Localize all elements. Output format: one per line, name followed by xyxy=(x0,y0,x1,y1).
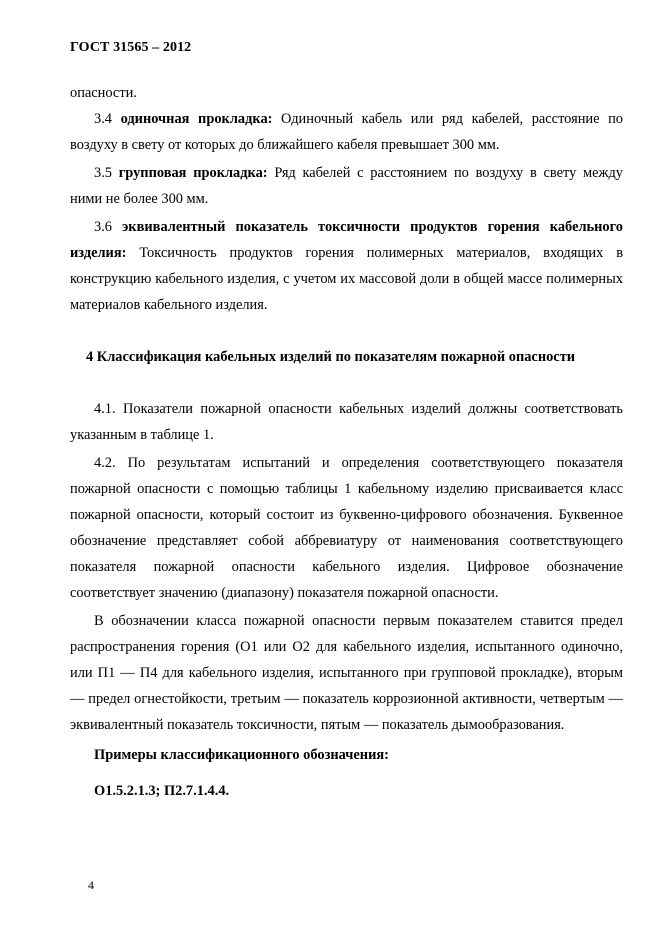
clause-term: эквивалентный показатель токсичности продуктов горения кабельного изделия: xyxy=(70,219,623,261)
clause-term: одиночная прокладка: xyxy=(120,111,273,127)
continuation-text: опасности. xyxy=(70,85,137,101)
clause-4-2: 4.2. По результатам испытаний и определения соответствующего показателя пожарной опасности с помощью таблицы 1 кабельному изделию присваивается класс пожарной опасности, который состоит из буквенно-цифрового обозначения. Буквенное обозначение представляет собой аббревиатуру от наименования соответствующего показателя пожарной опасности кабельного изделия. Цифровое обозначение соответствует значению (диапазону) показателя пожарной опасности. xyxy=(70,455,623,601)
clause-number: 3.6 xyxy=(94,219,112,235)
examples-codes: О1.5.2.1.3; П2.7.1.4.4. xyxy=(94,783,230,799)
page-number: 4 xyxy=(88,878,94,892)
examples-title: Примеры классификационного обозначения: xyxy=(94,747,389,763)
document-body xyxy=(70,80,623,804)
clause-number: 3.5 xyxy=(94,165,112,181)
clause-term: групповая прокладка: xyxy=(118,165,268,181)
document-header: ГОСТ 31565 – 2012 xyxy=(70,40,192,55)
clause-3-5 xyxy=(70,160,623,212)
clause-3-4 xyxy=(70,106,623,158)
clause-text: Одиночный кабель или ряд кабелей, расстояние по воздуху в свету от которых до ближайшего кабеля превышает 300 мм. xyxy=(70,111,623,153)
clause-3-6 xyxy=(70,214,623,318)
section-heading: 4 Классификация кабельных изделий по показателям пожарной опасности xyxy=(86,349,576,365)
clause-text: Ряд кабелей с расстоянием по воздуху в свету между ними не более 300 мм. xyxy=(70,165,623,207)
clause-4-1: 4.1. Показатели пожарной опасности кабельных изделий должны соответствовать указанным в таблице 1. xyxy=(70,401,623,443)
clause-text: Токсичность продуктов горения полимерных материалов, входящих в конструкцию кабельного изделия, с учетом их массовой доли в общей массе полимерных материалов кабельного изделия. xyxy=(70,245,623,313)
clause-4-2-continuation: В обозначении класса пожарной опасности первым показателем ставится предел распространения горения (О1 или О2 для кабельного изделия, испытанного одиночно, или П1 — П4 для кабельного изделия, испытанного при групповой прокладке), вторым — предел огнестойкости, третьим — показатель коррозионной активности, четвертым — эквивалентный показатель токсичности, пятым — показатель дымообразования. xyxy=(70,613,623,733)
clause-number: 3.4 xyxy=(94,111,112,127)
